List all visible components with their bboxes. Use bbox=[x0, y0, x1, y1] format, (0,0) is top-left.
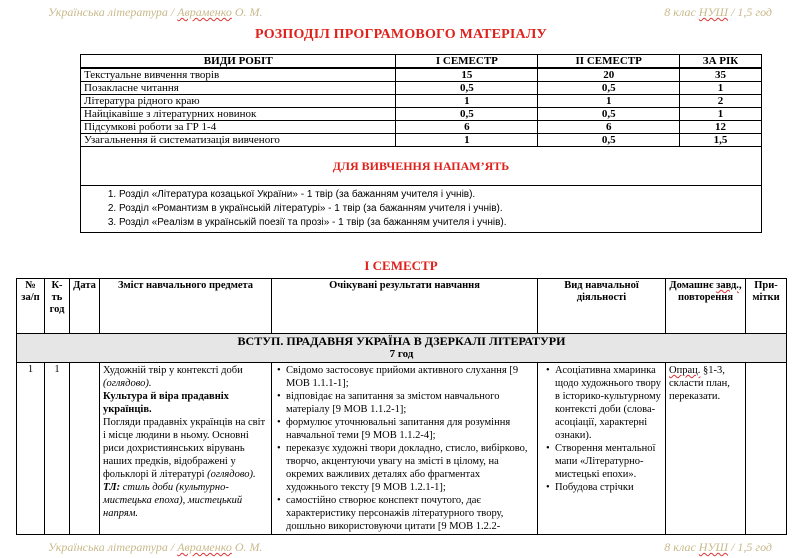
cell: 6 bbox=[396, 121, 538, 134]
list-item: • Створення ментальної мапи «Літературно-мистецькі епохи». bbox=[555, 442, 662, 481]
cell: 0,5 bbox=[538, 82, 680, 95]
list-item: • формулює уточнювальні запитання для розуміння навчальної теми [9 МОВ 1.1.2-4]; bbox=[286, 416, 534, 442]
table-row bbox=[81, 134, 762, 147]
table-row bbox=[81, 108, 762, 121]
cell: 35 bbox=[680, 68, 762, 82]
cell: 20 bbox=[538, 68, 680, 82]
footer-grade: 8 клас НУШ / 1,5 год bbox=[664, 540, 772, 554]
table-row bbox=[81, 68, 762, 82]
cell: 1 bbox=[396, 95, 538, 108]
list-item: • Побудова стрічки bbox=[555, 481, 662, 494]
cell-content: Художній твір у контексті доби (оглядово). Культура й віра прадавніх українців. Погляди прадавніх українців на світ і місце людини в ньому. Основні риси дохристиянських вірувань наших предків, відображені у фольклорі й літературі (оглядово). ТЛ: стиль доби (культурно-мистецька епоха), мистецький напрям. bbox=[100, 363, 272, 535]
cell: 1,5 bbox=[680, 134, 762, 147]
section-title: ВСТУП. ПРАДАВНЯ УКРАЇНА В ДЗЕРКАЛІ ЛІТЕРАТУРИ bbox=[237, 334, 566, 348]
curriculum-table bbox=[16, 278, 787, 535]
cell: 0,5 bbox=[396, 82, 538, 95]
memo-list bbox=[81, 188, 761, 230]
page-title: РОЗПОДІЛ ПРОГРАМОВОГО МАТЕРІАЛУ bbox=[255, 27, 547, 42]
cell: 0,5 bbox=[538, 108, 680, 121]
col-header-content: Зміст навчального предмета bbox=[100, 279, 272, 334]
cell: 2 bbox=[680, 95, 762, 108]
list-item: 2. Розділ «Романтизм в українській літературі» - 1 твір (за бажанням учителя і учнів). bbox=[119, 202, 761, 216]
memo-title-row bbox=[81, 147, 762, 186]
col-header-date: Дата bbox=[70, 279, 100, 334]
col-header-results: Очікувані результати навчання bbox=[272, 279, 538, 334]
cell: Література рідного краю bbox=[81, 95, 396, 108]
col-header: ВИДИ РОБІТ bbox=[81, 55, 396, 69]
col-header-activity: Вид навчальної діяльності bbox=[538, 279, 666, 334]
list-item: • переказує художні твори докладно, стисло, вибірково, творчо, акцентуючи увагу на змісті в цілому, на окремих важливих деталях або фрагментах художнього тексту [9 МОВ 1.2.1-1]; bbox=[286, 442, 534, 494]
cell-hours: 1 bbox=[45, 363, 70, 535]
col-header-homework: Домашнє завд., повторення bbox=[666, 279, 746, 334]
section-hours: 7 год bbox=[389, 348, 414, 360]
col-header: ЗА РІК bbox=[680, 55, 762, 69]
col-header: ІІ СЕМЕСТР bbox=[538, 55, 680, 69]
cell: Позакласне читання bbox=[81, 82, 396, 95]
cell: 1 bbox=[680, 82, 762, 95]
list-item: • відповідає на запитання за змістом навчального матеріалу [9 МОВ 1.1.2-1]; bbox=[286, 390, 534, 416]
cell-num: 1 bbox=[17, 363, 45, 535]
col-header-notes: При-мітки bbox=[746, 279, 787, 334]
list-item: 3. Розділ «Реалізм в українській поезії та прозі» - 1 твір (за бажанням учителя і учнів). bbox=[119, 216, 761, 230]
col-header-num: № за/п bbox=[17, 279, 45, 334]
cell: 1 bbox=[680, 108, 762, 121]
table-row bbox=[81, 82, 762, 95]
cell: Найцікавіше з літературних новинок bbox=[81, 108, 396, 121]
cell: 0,5 bbox=[538, 134, 680, 147]
col-header: І СЕМЕСТР bbox=[396, 55, 538, 69]
memo-title: ДЛЯ ВИВЧЕННЯ НАПАМ’ЯТЬ bbox=[332, 159, 510, 173]
cell: 1 bbox=[538, 95, 680, 108]
cell-results bbox=[272, 363, 538, 535]
header-grade: 8 клас НУШ / 1,5 год bbox=[664, 5, 772, 19]
cell: 6 bbox=[538, 121, 680, 134]
table-header-row bbox=[17, 279, 787, 334]
list-item: 1. Розділ «Література козацької України» - 1 твір (за бажанням учителя і учнів). bbox=[119, 188, 761, 202]
list-item: • Свідомо застосовує прийоми активного слухання [9 МОВ 1.1.1-1]; bbox=[286, 364, 534, 390]
table-row bbox=[17, 363, 787, 535]
cell-date bbox=[70, 363, 100, 535]
list-item: • Асоціативна хмаринка щодо художнього твору в історико-культурному контексті доби (слова-асоціації, характерні ознаки). bbox=[555, 364, 662, 442]
header-author: Українська література / Авраменко О. М. bbox=[48, 5, 263, 19]
cell-notes bbox=[746, 363, 787, 535]
cell: 15 bbox=[396, 68, 538, 82]
cell: 0,5 bbox=[396, 108, 538, 121]
table-header-row bbox=[81, 55, 762, 69]
semester-title: І СЕМЕСТР bbox=[364, 258, 438, 273]
cell: 12 bbox=[680, 121, 762, 134]
cell-homework: Опрац. §1-3, скласти план, переказати. bbox=[666, 363, 746, 535]
table-row bbox=[81, 95, 762, 108]
cell: 1 bbox=[396, 134, 538, 147]
cell: Узагальнення й систематизація вивченого bbox=[81, 134, 396, 147]
footer-author: Українська література / Авраменко О. М. bbox=[48, 540, 263, 554]
section-row bbox=[17, 334, 787, 363]
cell: Текстуальне вивчення творів bbox=[81, 68, 396, 82]
distribution-table bbox=[80, 54, 762, 233]
memo-list-row bbox=[81, 186, 762, 233]
list-item: • самостійно створює конспект почутого, дає характеристику персонажів літературного твору, дошльно використовуючи цитати [9 МОВ 1.2.2- bbox=[286, 494, 534, 533]
col-header-hours: К-ть год bbox=[45, 279, 70, 334]
cell: Підсумкові роботи за ГР 1-4 bbox=[81, 121, 396, 134]
cell-activity bbox=[538, 363, 666, 535]
table-row bbox=[81, 121, 762, 134]
